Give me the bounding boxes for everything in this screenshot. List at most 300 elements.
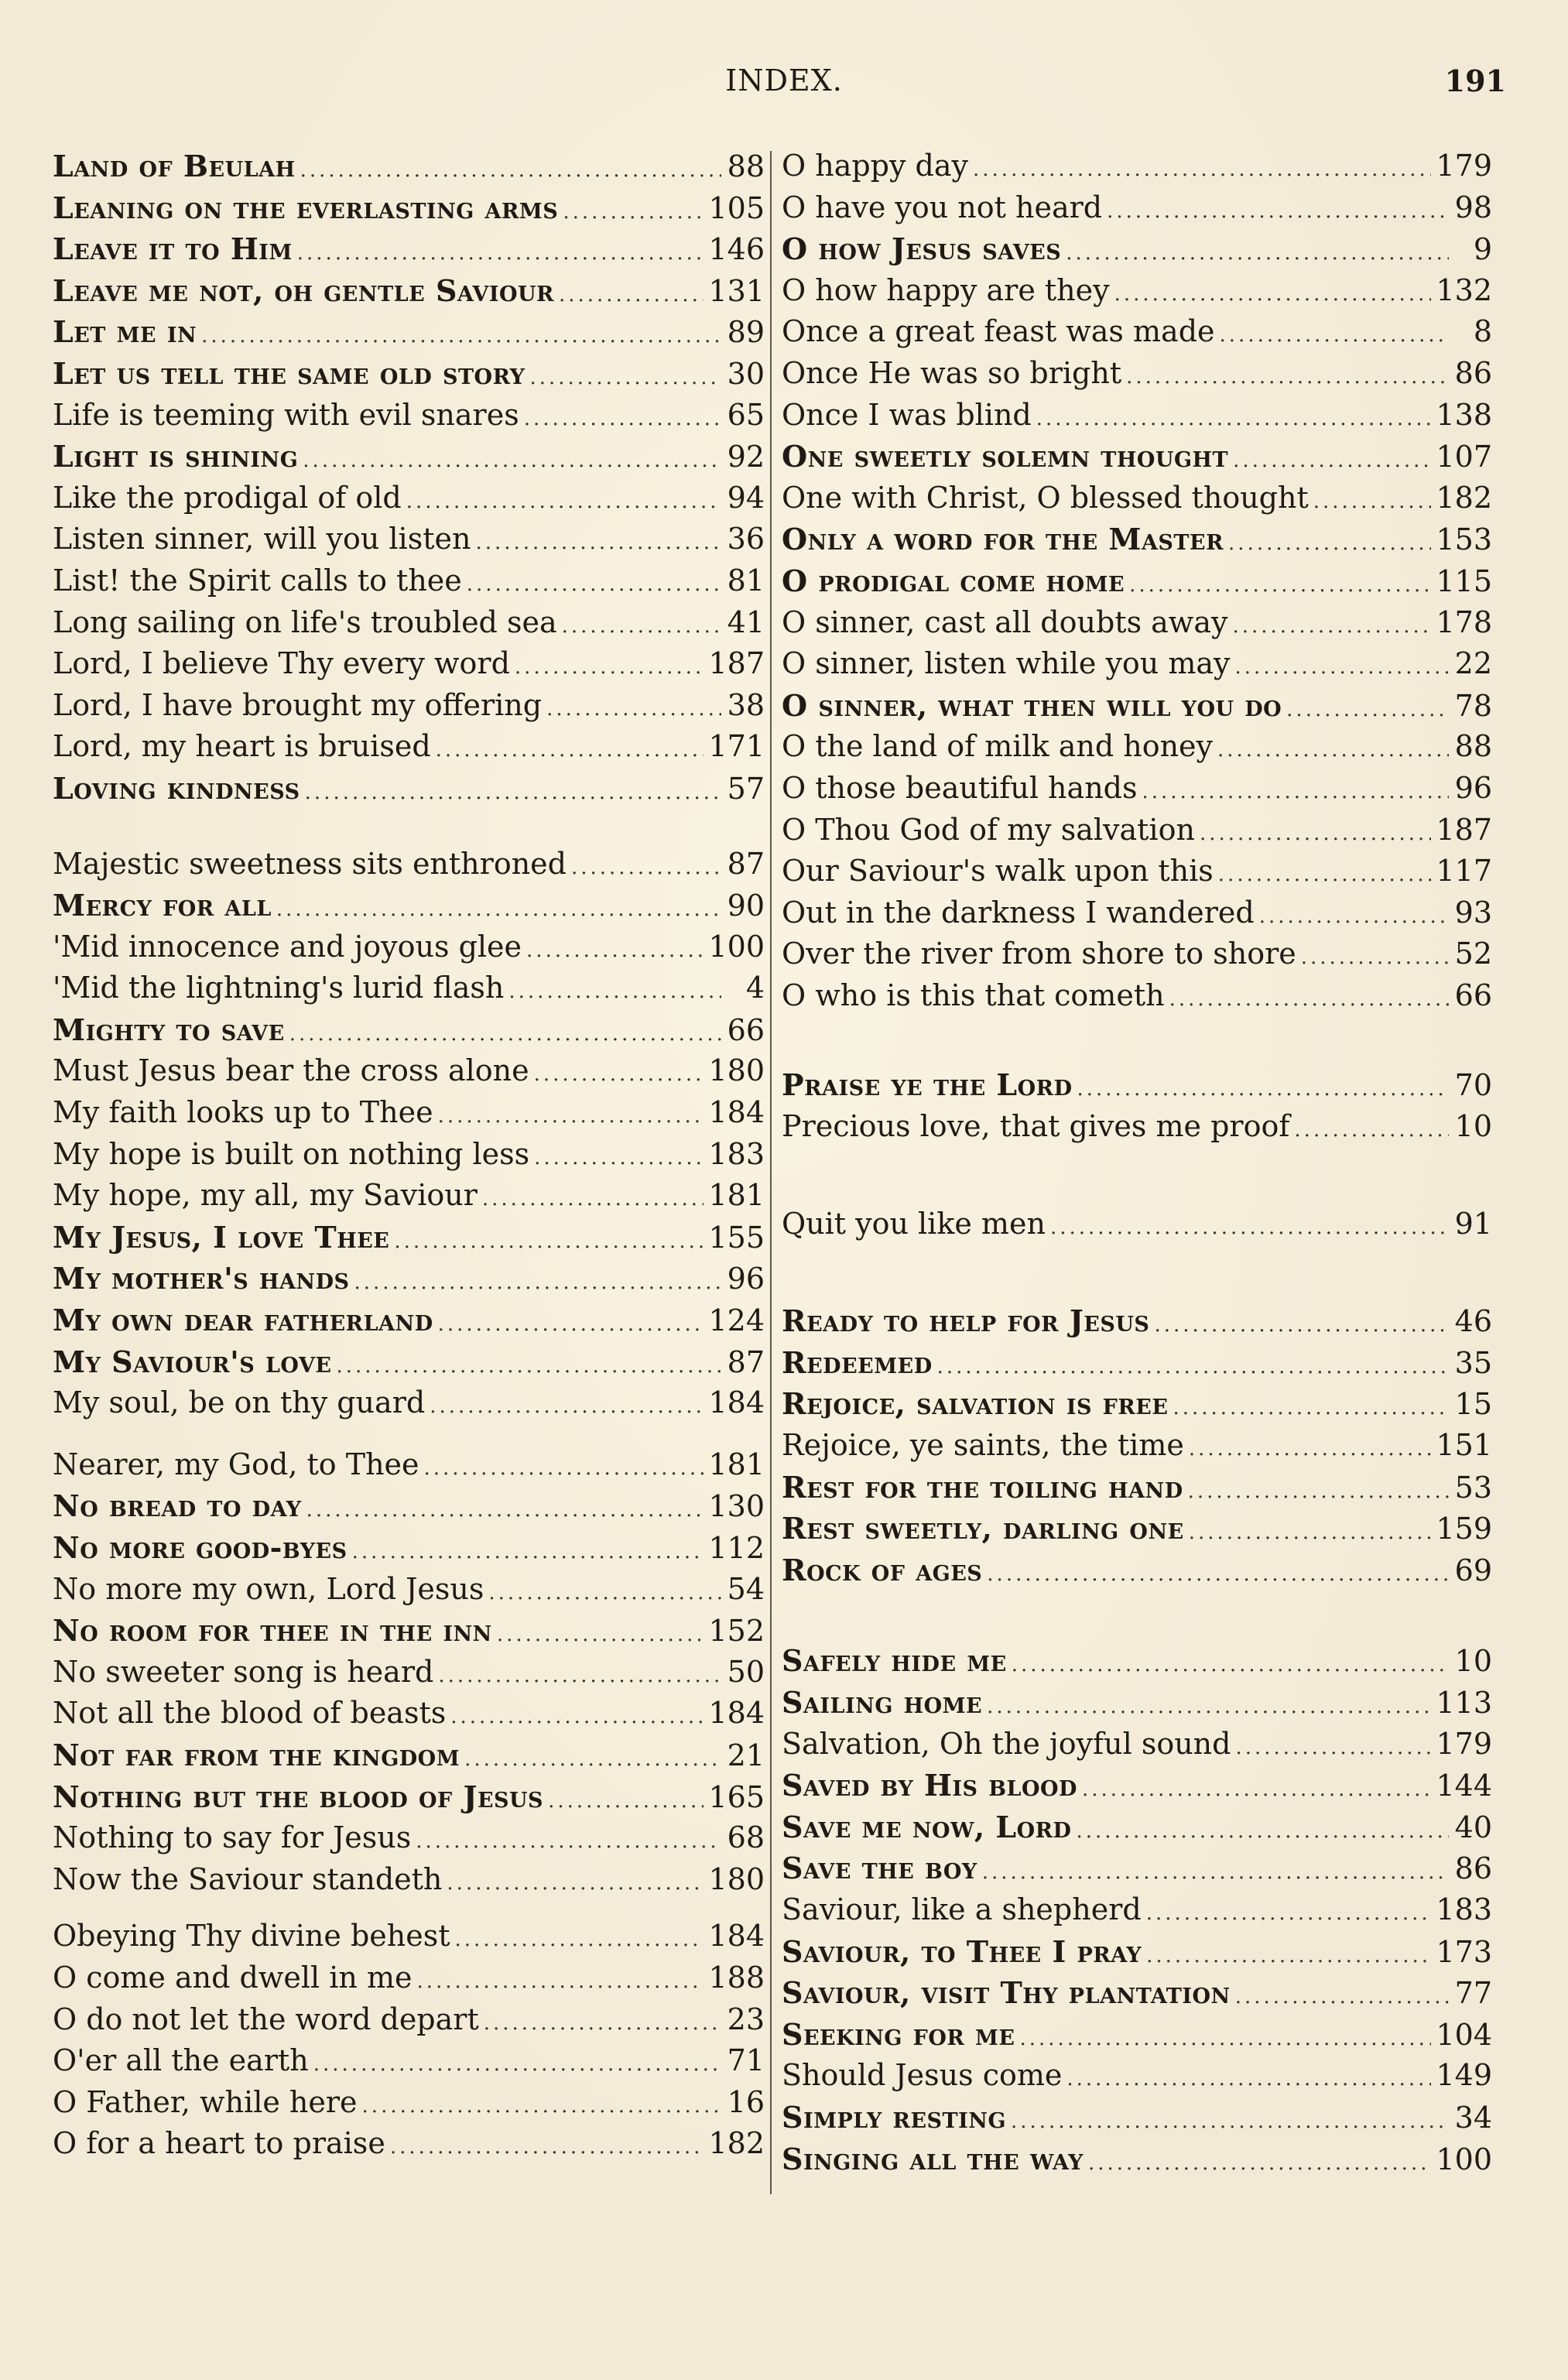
column-divider [770, 151, 772, 2194]
entry-title: Lord, I believe Thy every word [53, 646, 510, 681]
dot-leader [1228, 523, 1431, 560]
index-entry [782, 1682, 1492, 1724]
dot-leader [289, 1014, 721, 1051]
entry-page-number: 146 [708, 232, 765, 267]
index-entry [53, 1859, 765, 1901]
dot-leader [488, 1573, 721, 1611]
entry-page-number: 117 [1436, 854, 1492, 889]
index-entry [782, 892, 1492, 934]
dot-leader [1011, 2101, 1449, 2139]
entry-title: O sinner, what then will you do [782, 687, 1282, 723]
index-entry [53, 1258, 765, 1300]
page-header [0, 63, 1568, 110]
entry-title: Majestic sweetness sits enthroned [53, 846, 567, 881]
entry-title: Safely hide me [782, 1643, 1007, 1679]
dot-leader [987, 1687, 1431, 1724]
dot-leader [1077, 1069, 1449, 1106]
entry-page-number: 182 [708, 2126, 765, 2161]
index-entry [53, 560, 765, 602]
entry-page-number: 144 [1436, 1769, 1492, 1803]
index-entry [782, 560, 1492, 602]
entry-page-number: 9 [1473, 232, 1492, 267]
entry-page-number: 53 [1454, 1470, 1492, 1505]
index-entry [782, 519, 1492, 560]
entry-title: List! the Spirit calls to thee [53, 563, 462, 598]
entry-title: Nothing to say for Jesus [53, 1820, 412, 1855]
running-title: INDEX. [725, 63, 843, 98]
entry-title: Once I was blind [782, 397, 1032, 432]
index-entry [782, 851, 1492, 892]
index-entry [53, 1444, 765, 1486]
index-entry [53, 1569, 765, 1611]
index-entry [782, 933, 1492, 975]
entry-page-number: 88 [1454, 729, 1492, 764]
index-entry [53, 685, 765, 727]
dot-leader [1173, 1388, 1449, 1425]
dot-leader [571, 848, 721, 885]
dot-leader [548, 1781, 704, 1818]
entry-page-number: 52 [1454, 937, 1492, 971]
entry-title: Leave it to Him [53, 231, 293, 267]
entry-page-number: 179 [1436, 149, 1492, 183]
entry-page-number: 184 [708, 1696, 765, 1731]
index-entry [53, 2082, 765, 2124]
entry-title: Mercy for all [53, 888, 272, 923]
dot-leader [305, 772, 721, 810]
entry-title: O come and dwell in me [53, 1960, 413, 1995]
entry-page-number: 184 [708, 1919, 765, 1954]
entry-title: O for a heart to praise [53, 2126, 385, 2161]
dot-leader [1050, 1207, 1449, 1245]
dot-leader [546, 689, 721, 727]
dot-leader [1036, 399, 1432, 437]
dot-leader [524, 399, 721, 437]
index-entry [53, 478, 765, 519]
dot-leader [1232, 606, 1431, 644]
entry-page-number: 46 [1454, 1304, 1492, 1339]
entry-page-number: 86 [1454, 355, 1492, 390]
entry-title: Redeemed [782, 1344, 933, 1380]
entry-page-number: 96 [727, 1262, 765, 1296]
entry-page-number: 112 [708, 1531, 765, 1565]
index-entry [782, 1889, 1492, 1931]
dot-leader [1146, 1936, 1431, 1973]
dot-leader [1082, 1769, 1432, 1806]
entry-page-number: 92 [727, 440, 765, 474]
dot-leader [1088, 2143, 1432, 2180]
entry-page-number: 98 [1454, 190, 1492, 224]
entry-title: O the land of milk and honey [782, 729, 1214, 764]
dot-leader [1107, 191, 1449, 229]
entry-title: Life is teeming with evil snares [53, 397, 519, 432]
entry-page-number: 131 [708, 273, 765, 308]
dot-leader [455, 1919, 704, 1957]
entry-page-number: 152 [708, 1614, 765, 1649]
index-entry [53, 2123, 765, 2165]
group-spacer [782, 1016, 1492, 1064]
entry-title: Save me now, Lord [782, 1809, 1072, 1844]
index-entry [53, 1485, 765, 1527]
index-entry [53, 1817, 765, 1859]
dot-leader [416, 1821, 721, 1859]
entry-page-number: 68 [727, 1820, 765, 1855]
entry-title: No sweeter song is heard [53, 1654, 434, 1689]
index-entry [782, 1383, 1492, 1425]
entry-page-number: 181 [708, 1447, 765, 1481]
index-entry [53, 885, 765, 926]
dot-leader [534, 1054, 704, 1092]
entry-page-number: 181 [708, 1178, 765, 1213]
entry-page-number: 115 [1436, 563, 1492, 598]
entry-page-number: 16 [727, 2084, 765, 2119]
index-entry [53, 1134, 765, 1176]
dot-leader [1200, 813, 1432, 851]
dot-leader [475, 522, 721, 560]
index-entry [782, 1342, 1492, 1384]
entry-page-number: 70 [1454, 1068, 1492, 1103]
dot-leader [1235, 1977, 1449, 2014]
entry-page-number: 34 [1454, 2100, 1492, 2135]
dot-leader [436, 730, 704, 768]
entry-page-number: 36 [727, 522, 765, 556]
index-entry [53, 1610, 765, 1652]
entry-title: Let us tell the same old story [53, 355, 526, 391]
entry-page-number: 187 [1436, 812, 1492, 847]
index-entry [53, 1300, 765, 1341]
dot-leader [464, 1739, 721, 1776]
entry-title: Quit you like men [782, 1206, 1046, 1241]
entry-page-number: 179 [1436, 1726, 1492, 1761]
dot-leader [1012, 1645, 1449, 1682]
entry-page-number: 100 [1436, 2142, 1492, 2176]
entry-page-number: 187 [708, 646, 765, 681]
index-entry [53, 1999, 765, 2041]
entry-page-number: 138 [1436, 397, 1492, 432]
index-entry [53, 768, 765, 810]
entry-title: No more good-byes [53, 1530, 347, 1565]
index-entry [53, 1527, 765, 1569]
dot-leader [297, 233, 704, 270]
entry-title: Simply resting [782, 2099, 1006, 2135]
dot-leader [526, 930, 704, 968]
dot-leader [1218, 854, 1432, 892]
entry-page-number: 90 [727, 889, 765, 923]
entry-title: Nothing but the blood of Jesus [53, 1779, 544, 1814]
entry-title: O have you not heard [782, 190, 1103, 224]
index-entry [53, 1776, 765, 1818]
entry-page-number: 96 [1454, 770, 1492, 805]
index-entry [53, 844, 765, 885]
group-spacer [782, 1148, 1492, 1204]
entry-title: Rejoice, ye saints, the time [782, 1428, 1184, 1463]
entry-title: O how Jesus saves [782, 231, 1062, 267]
entry-page-number: 173 [1436, 1934, 1492, 1969]
dot-leader [1217, 730, 1449, 768]
index-entry [53, 1652, 765, 1693]
entry-page-number: 50 [727, 1654, 765, 1689]
entry-page-number: 30 [727, 356, 765, 391]
index-entry [53, 1734, 765, 1776]
index-entry [782, 1806, 1492, 1848]
entry-title: Loving kindness [53, 770, 300, 806]
index-entry [782, 810, 1492, 851]
entry-page-number: 88 [727, 149, 765, 183]
dot-leader [467, 564, 721, 602]
entry-page-number: 149 [1436, 2058, 1492, 2093]
entry-title: Let me in [53, 314, 197, 350]
entry-title: My hope is built on nothing less [53, 1136, 530, 1171]
dot-leader [362, 2086, 721, 2124]
dot-leader [937, 1347, 1449, 1384]
dot-leader [1129, 565, 1431, 602]
index-entry [782, 685, 1492, 727]
dot-leader [306, 1490, 704, 1527]
index-entry [53, 311, 765, 353]
dot-leader [1235, 647, 1449, 685]
index-entry [53, 1916, 765, 1957]
entry-page-number: 188 [708, 1960, 765, 1995]
index-entry [53, 146, 765, 187]
entry-title: Saviour, to Thee I pray [782, 1933, 1142, 1969]
entry-title: O happy day [782, 149, 969, 183]
entry-page-number: 71 [727, 2043, 765, 2078]
entry-page-number: 23 [727, 2002, 765, 2036]
entry-page-number: 124 [708, 1303, 765, 1338]
dot-leader [982, 1852, 1449, 1889]
entry-page-number: 78 [1454, 688, 1492, 723]
index-entry [53, 1341, 765, 1383]
dot-leader [438, 1656, 721, 1693]
entry-title: O Father, while here [53, 2084, 358, 2119]
dot-leader [515, 647, 704, 685]
group-spacer [53, 810, 765, 844]
dot-leader [394, 1221, 704, 1258]
index-entry [782, 311, 1492, 353]
group-spacer [53, 1900, 765, 1916]
entry-title: Sailing home [782, 1685, 983, 1720]
entry-page-number: 22 [1454, 646, 1492, 681]
index-entry [53, 643, 765, 685]
index-entry [782, 1847, 1492, 1889]
entry-title: Ready to help for Jesus [782, 1303, 1150, 1339]
index-entry [53, 353, 765, 395]
entry-page-number: 182 [1436, 480, 1492, 515]
entry-page-number: 77 [1454, 1976, 1492, 2011]
index-entry [53, 726, 765, 768]
entry-page-number: 10 [1454, 1109, 1492, 1144]
index-column-right [782, 146, 1492, 2180]
entry-title: My Saviour's love [53, 1344, 332, 1379]
entry-title: Saved by His blood [782, 1768, 1077, 1803]
entry-title: Land of Beulah [53, 149, 296, 183]
index-entry [53, 1957, 765, 1999]
entry-title: Only a word for the Master [782, 522, 1224, 557]
dot-leader [1189, 1512, 1432, 1550]
entry-title: Salvation, Oh the joyful sound [782, 1726, 1231, 1761]
index-entry [53, 270, 765, 312]
index-entry [782, 1972, 1492, 2014]
entry-page-number: 100 [708, 929, 765, 964]
dot-leader [562, 606, 721, 644]
entry-page-number: 40 [1454, 1810, 1492, 1844]
entry-title: Rejoice, salvation is free [782, 1386, 1169, 1422]
index-entry [782, 1550, 1492, 1591]
entry-title: Like the prodigal of old [53, 480, 402, 515]
group-spacer [53, 1424, 765, 1444]
dot-leader [482, 1179, 704, 1217]
index-entry [782, 228, 1492, 270]
index-entry [53, 1175, 765, 1217]
entry-title: No bread to day [53, 1488, 302, 1524]
dot-leader [313, 2044, 721, 2082]
dot-leader [1220, 315, 1449, 353]
dot-leader [201, 316, 721, 353]
entry-title: Praise ye the Lord [782, 1067, 1073, 1103]
entry-page-number: 91 [1454, 1206, 1492, 1241]
dot-leader [1114, 274, 1432, 312]
entry-page-number: 66 [1454, 978, 1492, 1012]
entry-title: Not all the blood of beasts [53, 1696, 447, 1731]
entry-page-number: 151 [1436, 1428, 1492, 1463]
index-entry [53, 602, 765, 644]
entry-title: One sweetly solemn thought [782, 439, 1229, 474]
index-entry [782, 1765, 1492, 1806]
dot-leader [1294, 1110, 1449, 1148]
entry-title: My Jesus, I love Thee [53, 1219, 390, 1255]
entry-title: One with Christ, O blessed thought [782, 480, 1309, 515]
dot-leader [529, 358, 721, 395]
entry-title: Precious love, that gives me proof [782, 1109, 1290, 1144]
dot-leader [1142, 772, 1450, 810]
entry-title: O Thou God of my salvation [782, 812, 1195, 847]
entry-title: No room for thee in the inn [53, 1613, 492, 1649]
index-entry [782, 643, 1492, 685]
entry-page-number: 87 [727, 846, 765, 881]
entry-page-number: 87 [727, 1344, 765, 1379]
dot-leader [1188, 1471, 1449, 1508]
index-entry [782, 1106, 1492, 1148]
entry-page-number: 155 [708, 1220, 765, 1255]
entry-page-number: 183 [1436, 1892, 1492, 1926]
entry-title: Should Jesus come [782, 2058, 1063, 2093]
index-entry [782, 1508, 1492, 1550]
entry-page-number: 130 [708, 1489, 765, 1524]
dot-leader [1235, 1728, 1431, 1765]
entry-page-number: 159 [1436, 1512, 1492, 1546]
index-entry [782, 1467, 1492, 1508]
entry-title: Once He was so bright [782, 355, 1122, 390]
index-entry [782, 146, 1492, 187]
entry-title: O'er all the earth [53, 2043, 309, 2078]
dot-leader [390, 2127, 704, 2165]
entry-page-number: 65 [727, 397, 765, 432]
index-entry [782, 1724, 1492, 1765]
index-entry [53, 187, 765, 229]
index-entry [782, 478, 1492, 519]
entry-page-number: 94 [727, 480, 765, 515]
entry-page-number: 35 [1454, 1345, 1492, 1380]
entry-page-number: 180 [708, 1053, 765, 1088]
entry-title: 'Mid the lightning's lurid flash [53, 971, 505, 1005]
index-entry [782, 1425, 1492, 1467]
entry-title: Rock of ages [782, 1552, 983, 1587]
entry-page-number: 81 [727, 563, 765, 598]
dot-leader [416, 1961, 704, 1999]
group-spacer [782, 1245, 1492, 1300]
dot-leader [354, 1262, 721, 1300]
entry-page-number: 105 [708, 190, 765, 225]
entry-page-number: 183 [708, 1136, 765, 1171]
index-entry [782, 2055, 1492, 2097]
entry-title: Long sailing on life's troubled sea [53, 604, 557, 639]
entry-page-number: 15 [1454, 1387, 1492, 1422]
index-entry [782, 2097, 1492, 2139]
entry-title: Rest sweetly, darling one [782, 1511, 1184, 1546]
index-entry [53, 395, 765, 437]
dot-leader [337, 1346, 722, 1383]
entry-title: Obeying Thy divine behest [53, 1919, 450, 1954]
entry-page-number: 10 [1454, 1644, 1492, 1679]
dot-leader [484, 2003, 721, 2041]
dot-leader [447, 1863, 704, 1901]
entry-title: Mighty to save [53, 1012, 285, 1047]
entry-title: Leave me not, oh gentle Saviour [53, 272, 554, 308]
index-entry [53, 1382, 765, 1424]
entry-page-number: 66 [727, 1012, 765, 1047]
entry-page-number: 165 [708, 1779, 765, 1814]
index-entry [782, 1204, 1492, 1245]
dot-leader [352, 1532, 704, 1569]
entry-title: Seeking for me [782, 2016, 1015, 2052]
dot-leader [1146, 1893, 1432, 1931]
dot-leader [300, 150, 721, 187]
entry-page-number: 180 [708, 1861, 765, 1896]
dot-leader [1259, 896, 1449, 934]
dot-leader [450, 1697, 704, 1734]
entry-page-number: 178 [1436, 604, 1492, 639]
entry-title: Save the boy [782, 1851, 977, 1886]
dot-leader [559, 275, 704, 312]
index-entry [782, 602, 1492, 644]
dot-leader [1301, 937, 1449, 975]
entry-title: Out in the darkness I wandered [782, 895, 1255, 930]
entry-title: No more my own, Lord Jesus [53, 1571, 484, 1606]
index-entry [782, 436, 1492, 478]
entry-page-number: 57 [727, 771, 765, 806]
index-entry [782, 768, 1492, 810]
entry-title: My own dear fatherland [53, 1303, 433, 1338]
entry-title: O how happy are they [782, 272, 1110, 307]
entry-page-number: 4 [745, 971, 765, 1005]
entry-title: O those beautiful hands [782, 770, 1138, 805]
index-entry [53, 1217, 765, 1258]
entry-page-number: 69 [1454, 1553, 1492, 1587]
entry-page-number: 153 [1436, 522, 1492, 557]
dot-leader [534, 1138, 704, 1176]
entry-title: Light is shining [53, 439, 299, 474]
entry-page-number: 184 [708, 1385, 765, 1420]
dot-leader [1066, 2059, 1431, 2097]
dot-leader [303, 440, 721, 478]
entry-title: Singing all the way [782, 2141, 1084, 2176]
entry-title: Lord, I have brought my offering [53, 687, 543, 722]
dot-leader [438, 1304, 704, 1341]
entry-title: Must Jesus bear the cross alone [53, 1053, 529, 1088]
entry-title: Saviour, like a shepherd [782, 1892, 1142, 1926]
entry-page-number: 171 [708, 729, 765, 764]
entry-page-number: 184 [708, 1095, 765, 1130]
entry-title: Lord, my heart is bruised [53, 729, 431, 764]
